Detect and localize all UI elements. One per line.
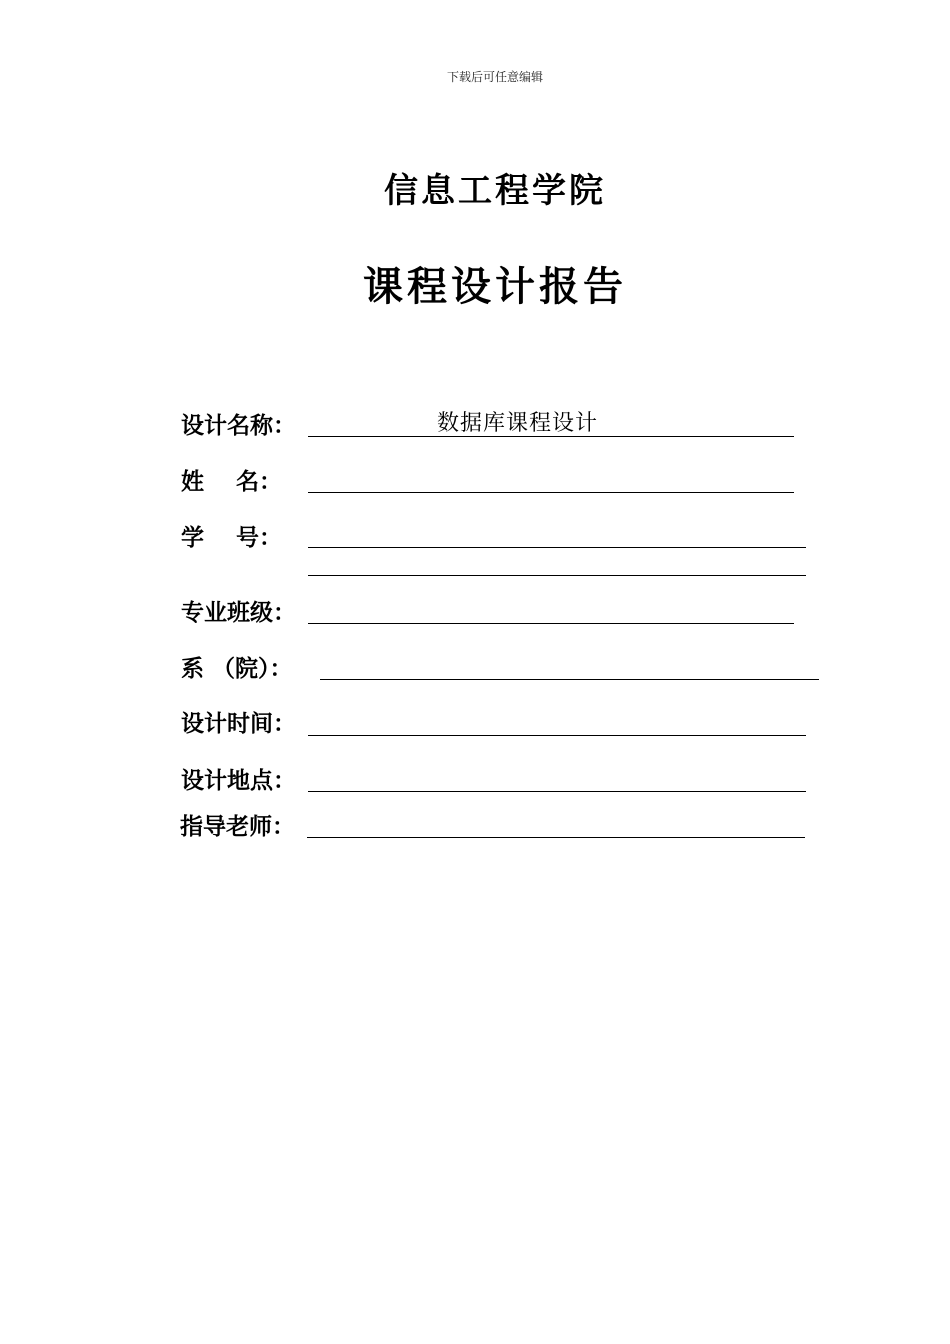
design-time-label: 设计时间：: [181, 711, 296, 737]
department-underline[interactable]: [320, 679, 819, 680]
design-location-label: 设计地点：: [181, 768, 296, 794]
college-title: 信息工程学院: [384, 171, 606, 211]
student-id-underline-extra[interactable]: [308, 575, 806, 576]
design-name-label: 设计名称：: [181, 413, 296, 439]
student-name-underline[interactable]: [308, 492, 794, 493]
major-class-label: 专业班级：: [181, 600, 296, 626]
design-location-underline[interactable]: [308, 791, 806, 792]
student-id-underline[interactable]: [308, 547, 806, 548]
design-name-value: 数据库课程设计: [437, 411, 599, 436]
header-note: 下载后可任意编辑: [446, 70, 543, 84]
department-label: 系 （院）：: [181, 656, 293, 682]
student-id-label: 学 号：: [181, 525, 283, 551]
major-class-underline[interactable]: [308, 623, 794, 624]
student-name-label: 姓 名：: [181, 469, 283, 495]
advisor-label: 指导老师：: [180, 814, 295, 840]
report-title: 课程设计报告: [363, 264, 627, 310]
advisor-underline[interactable]: [307, 837, 805, 838]
design-time-underline[interactable]: [308, 735, 806, 736]
